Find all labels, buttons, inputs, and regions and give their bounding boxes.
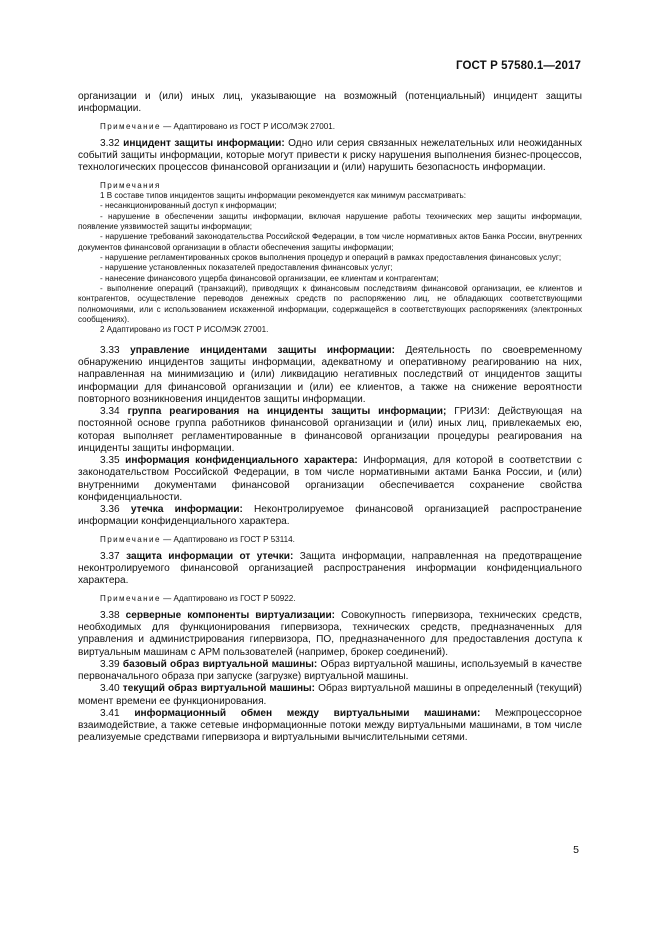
term-number: 3.39 [100, 658, 120, 670]
notes-item: - нарушение требований законодательства Российской Федерации, в том числе нормативных актов Банка России, внутренних документов финансовой организации в области обеспечения защиты информации; [78, 232, 582, 252]
term-definition: Информация, для которой в соответствии с законодательством Российской Федерации, в том числе нормативными актами Банка России, и (или) внутренними документами финансовой организации обеспечивается сохранение свойства конфиденциальности. [78, 455, 582, 503]
term-title: информационный обмен между виртуальными машинами: [134, 707, 481, 719]
term-number: 3.38 [100, 609, 120, 621]
note-3-36 [78, 535, 582, 545]
notes-3-32 [78, 181, 582, 336]
definition-3-33 [78, 345, 582, 406]
note-text: — Адаптировано из ГОСТ Р 50922. [160, 593, 296, 603]
paragraph-continuation: организации и (или) иных лиц, указывающие на возможный (потенциальный) инцидент защиты информации. [78, 91, 582, 115]
definition-3-38 [78, 610, 582, 659]
term-definition: Деятельность по своевременному обнаружению инцидентов защиты информации, адекватному и оперативному реагированию на них, направленная на минимизацию и (или) ликвидацию негативных последствий от инцидентов защиты информации для финансовой организации и (или) ее клиентов, а также на снижение вероятности повторного возникновения инцидентов защиты информации. [78, 344, 582, 405]
term-definition: Совокупность гипервизора, технических средств, необходимых для функционирования гипервизора, технических средств, предназначенных для управления и администрирования гипервизора, ПО, предназначенного для предоставления доступа к виртуальным машинам с АРМ пользователей (например, брокер соединений). [78, 609, 583, 658]
notes-item: - нарушение регламентированных сроков выполнения процедур и операций в рамках предоставления финансовых услуг; [100, 253, 562, 262]
term-number: 3.37 [100, 550, 120, 562]
note-label: Примечание [100, 121, 161, 131]
term-number: 3.35 [100, 455, 120, 466]
page-number: 5 [573, 844, 579, 856]
definition-3-36 [78, 504, 582, 529]
note-3-37 [78, 594, 582, 604]
term-definition: ГРИЗИ: Действующая на постоянной основе группа работников финансовой организации и (или) иных лиц, привлекаемых ею, которая выполняет регламентированные в финансовой организации процедуры реагирования на инциденты защиты информации. [78, 406, 582, 454]
term-definition: Межпроцессорное взаимодействие, а также сетевые информационные потоки между виртуальными машинами, в том числе реализуемые средствами гипервизора и виртуальными вычислительными сетями. [78, 707, 583, 744]
definition-3-32 [78, 138, 582, 175]
term-definition: Образ виртуальной машины, используемый в качестве первоначального образа при запуске (загрузке) виртуальной машины. [78, 658, 582, 683]
note-text: — Адаптировано из ГОСТ Р ИСО/МЭК 27001. [160, 121, 336, 131]
term-number: 3.33 [100, 344, 120, 356]
term-definition: Одно или серия связанных нежелательных или неожиданных событий защиты информации, которые могут привести к риску нарушения выполнения бизнес-процессов, технологических процессов финансовой организации и (или) нарушить безопасность информации. [78, 137, 583, 174]
term-title: базовый образ виртуальной машины: [122, 658, 318, 670]
term-definition: Неконтролируемое финансовой организацией распространение информации конфиденциального характера. [78, 504, 582, 528]
notes-item: - несанкционированный доступ к информации; [100, 201, 277, 211]
note-label: Примечание [100, 534, 161, 544]
term-number: 3.34 [100, 406, 120, 417]
definition-3-41 [78, 708, 582, 745]
term-number: 3.36 [100, 504, 120, 515]
term-title: инцидент защиты информации: [123, 137, 285, 149]
term-title: защита информации от утечки: [126, 550, 294, 562]
term-definition: Защита информации, направленная на предотвращение неконтролируемого финансовой организацией распространения информации конфиденциального характера. [78, 550, 582, 587]
note-text: — Адаптировано из ГОСТ Р 53114. [160, 534, 295, 544]
note-label: Примечание [100, 593, 161, 603]
term-number: 3.40 [100, 683, 120, 695]
notes-item: 1 В составе типов инцидентов защиты информации рекомендуется как минимум рассматривать: [100, 190, 466, 200]
term-title: управление инцидентами защиты информации: [130, 344, 395, 356]
notes-label: Примечания [100, 180, 161, 190]
term-title: текущий образ виртуальной машины: [122, 683, 316, 695]
notes-item: - нарушение установленных показателей предоставления финансовых услуг; [100, 263, 393, 273]
definition-3-40 [78, 683, 582, 708]
document-code-header: ГОСТ Р 57580.1—2017 [456, 60, 581, 72]
notes-item: - нанесение финансового ущерба финансовой организации, ее клиентам и контрагентам; [100, 273, 439, 283]
term-title: информация конфиденциального характера: [125, 455, 358, 466]
page-content [78, 91, 582, 745]
note-3-31 [78, 122, 582, 132]
term-definition: Образ виртуальной машины в определенный (текущий) момент времени ее функционирования. [78, 683, 582, 707]
term-number: 3.32 [100, 137, 120, 149]
term-title: группа реагирования на инциденты защиты информации; [127, 406, 447, 417]
term-number: 3.41 [100, 707, 120, 719]
notes-item: - нарушение в обеспечении защиты информации, включая нарушение работы технических мер защиты информации, появление уязвимостей защиты информации; [78, 211, 582, 231]
notes-item: 2 Адаптировано из ГОСТ Р ИСО/МЭК 27001. [100, 325, 269, 335]
notes-item: - выполнение операций (транзакций), приводящих к финансовым последствиям финансовой организации, ее клиентов и контрагентов, осуществление переводов денежных средств по распоряжению лиц, не обладающих соответствующими полномочиями, или с использованием искаженной информации, содержащейся в соответствующих распоряжениях (электронных сообщениях). [78, 284, 582, 325]
definition-3-37 [78, 551, 582, 588]
definition-3-39 [78, 659, 582, 684]
term-title: утечка информации: [130, 504, 243, 515]
definition-3-34 [78, 406, 582, 455]
term-title: серверные компоненты виртуализации: [125, 609, 336, 621]
definition-3-35 [78, 455, 582, 504]
